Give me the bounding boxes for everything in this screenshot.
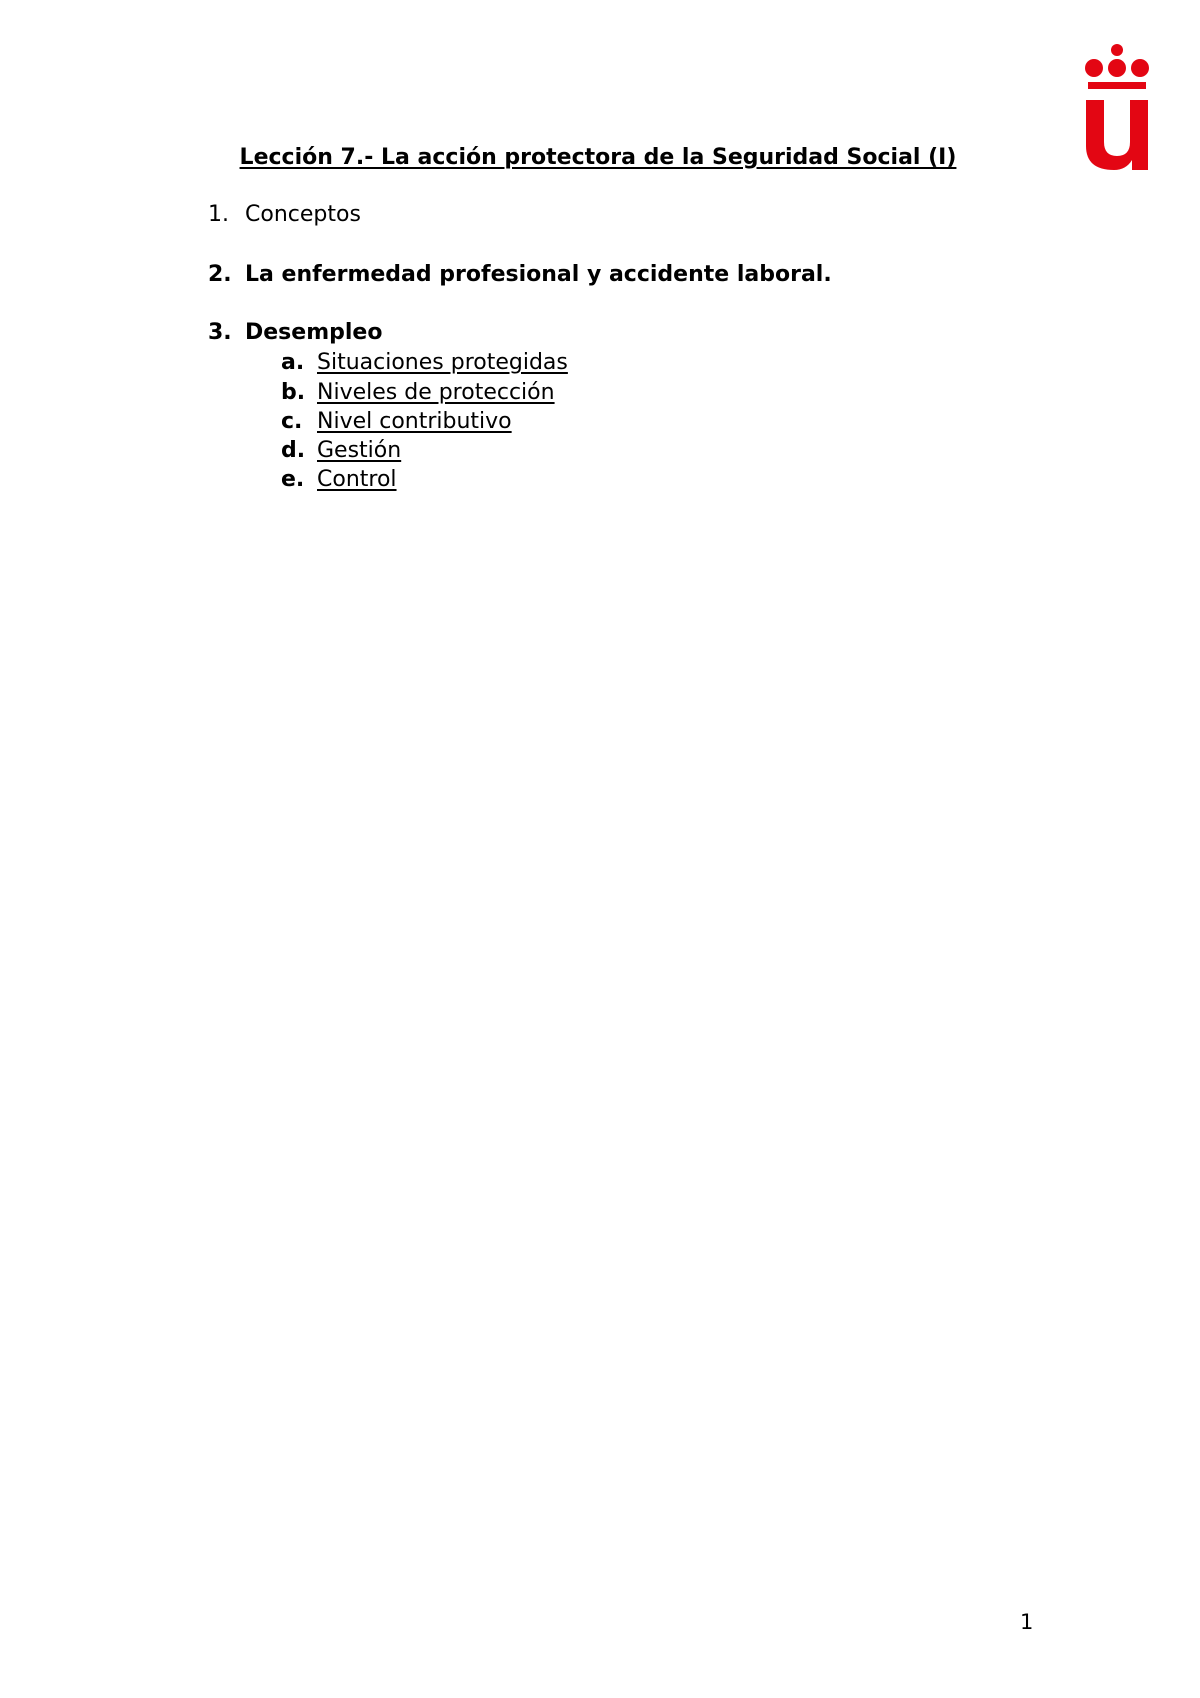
sublist-item-control <box>281 467 397 492</box>
sublist-item-niveles <box>281 380 555 405</box>
sublist-item-situaciones <box>281 350 568 375</box>
page-number: 1 <box>1020 1610 1034 1634</box>
sublist-item-letter: c. <box>281 409 303 434</box>
list-item-number: 3. <box>208 320 232 345</box>
sublist-item-label: Control <box>317 467 397 492</box>
list-item-number: 1. <box>208 202 229 227</box>
sublist-item-gestion <box>281 438 401 463</box>
sublist-item-letter: d. <box>281 438 306 463</box>
sublist-item-label: Niveles de protección <box>317 380 555 405</box>
list-item-desempleo <box>208 320 382 345</box>
list-item-label: Conceptos <box>245 202 361 227</box>
list-item-conceptos <box>208 202 361 227</box>
sublist-item-letter: b. <box>281 380 306 405</box>
list-item-enfermedad <box>208 262 832 287</box>
sublist-item-nivel-contributivo <box>281 409 512 434</box>
list-item-number: 2. <box>208 262 232 287</box>
document-title: Lección 7.- La acción protectora de la Seguridad Social (I) <box>239 145 957 170</box>
sublist-item-label: Nivel contributivo <box>317 409 512 434</box>
list-item-label: La enfermedad profesional y accidente laboral. <box>245 262 832 287</box>
list-item-label: Desempleo <box>245 320 383 345</box>
sublist-item-letter: e. <box>281 467 305 492</box>
sublist-item-letter: a. <box>281 350 305 375</box>
sublist-item-label: Gestión <box>317 438 402 463</box>
sublist-item-label: Situaciones protegidas <box>317 350 568 375</box>
